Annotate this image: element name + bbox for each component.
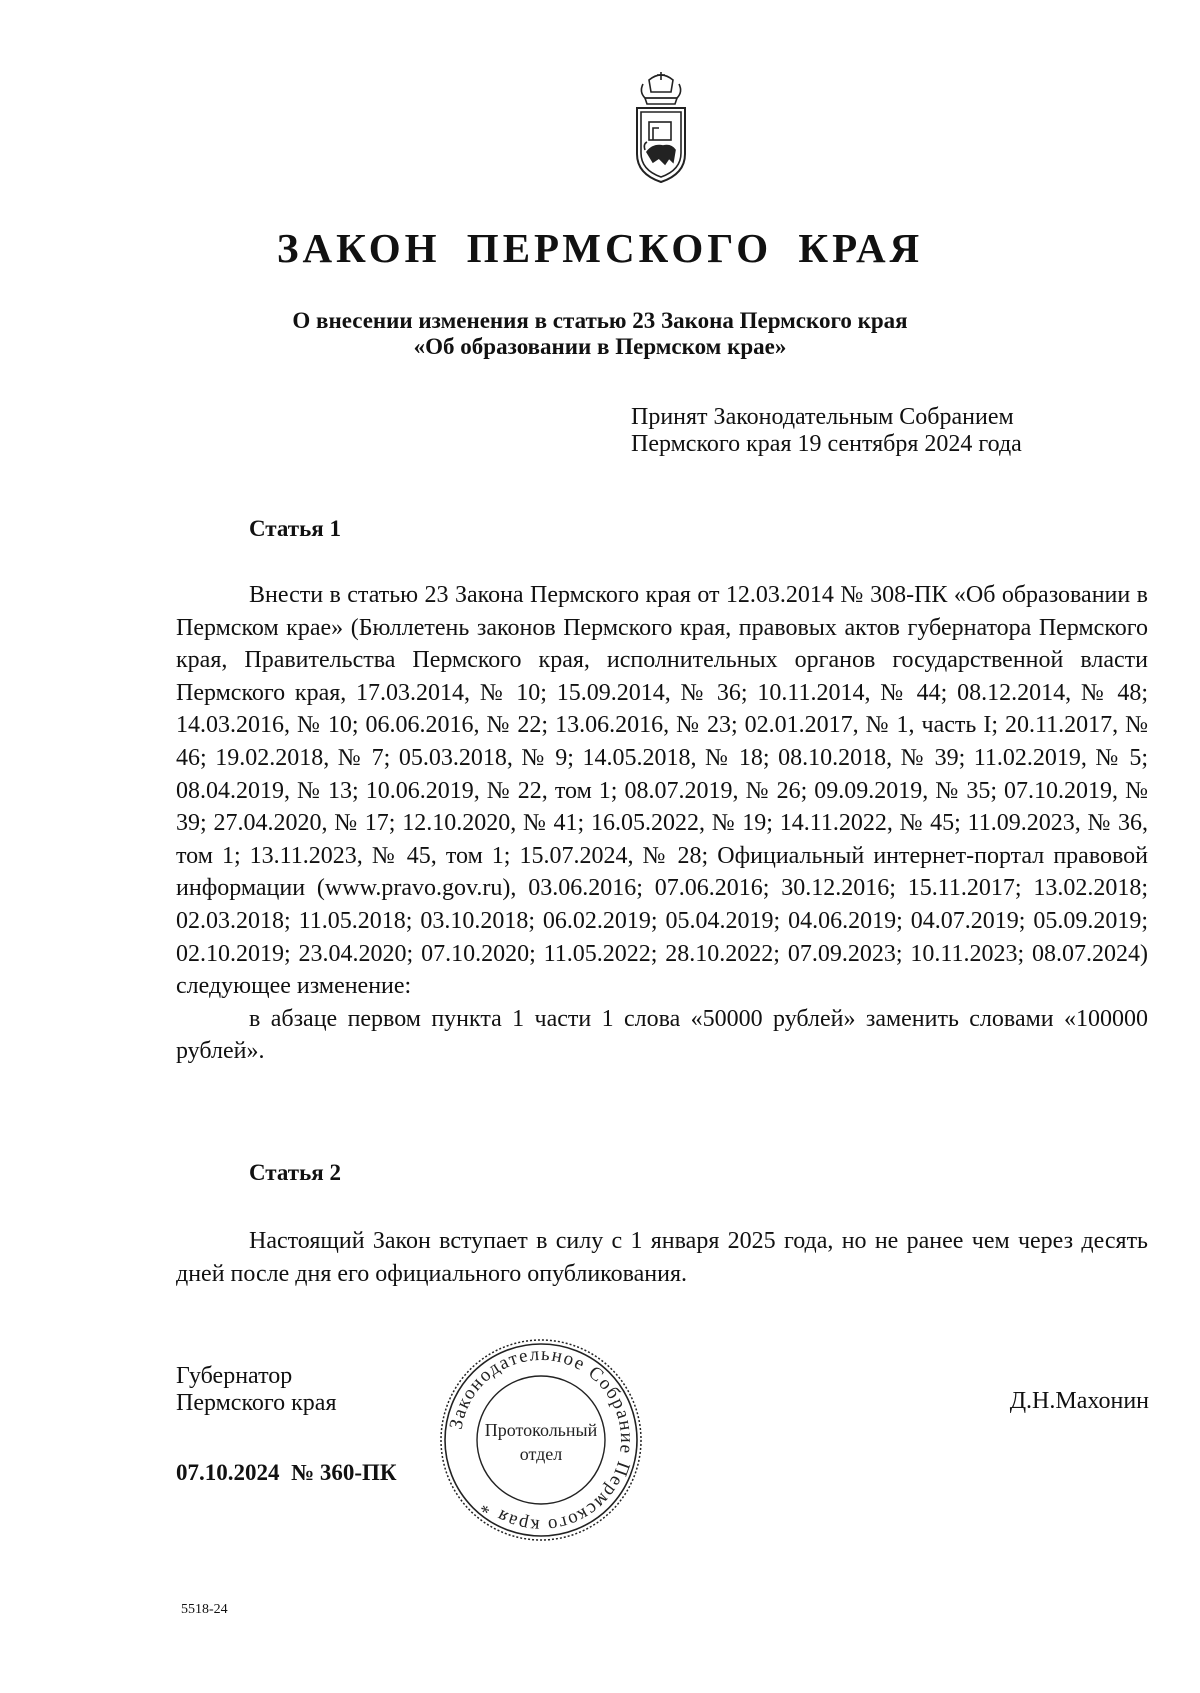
article-2-text xyxy=(176,1225,1148,1290)
seal-center-line-1: Протокольный xyxy=(484,1420,598,1440)
coat-of-arms-icon xyxy=(629,70,693,186)
adoption-line-1: Принят Законодательным Собранием xyxy=(631,404,1014,430)
law-number: № 360-ПК xyxy=(291,1460,397,1485)
law-date: 07.10.2024 xyxy=(176,1460,280,1485)
law-date-number xyxy=(176,1460,397,1486)
subtitle-line-1: О внесении изменения в статью 23 Закона Пермского края xyxy=(292,308,908,333)
article-2-heading: Статья 2 xyxy=(249,1160,341,1185)
article-2-paragraph-1: Настоящий Закон вступает в силу с 1 января 2025 года, но не ранее чем через десять дней после дня его официального опубликования. xyxy=(176,1228,1148,1287)
article-1-text xyxy=(176,579,1148,1068)
law-title: ЗАКОН ПЕРМСКОГО КРАЯ xyxy=(276,225,924,271)
article-1-heading: Статья 1 xyxy=(249,516,341,541)
seal-center-line-2: отдел xyxy=(519,1444,563,1464)
subtitle-line-2: «Об образовании в Пермском крае» xyxy=(413,334,787,359)
law-subtitle xyxy=(0,308,1200,360)
governor-title xyxy=(176,1363,337,1417)
adoption-note xyxy=(631,404,1022,458)
governor-name: Д.Н.Махонин xyxy=(1009,1388,1149,1414)
article-1-paragraph-2: в абзаце первом пункта 1 части 1 слова «50000 рублей» заменить словами «100000 рублей». xyxy=(176,1005,1148,1065)
governor-title-line-2: Пермского края xyxy=(176,1390,337,1416)
adoption-line-2: Пермского края 19 сентября 2024 года xyxy=(631,431,1022,457)
official-seal-icon xyxy=(437,1336,645,1544)
seal-ring-text: Законодательное Собрание Пермского края * xyxy=(445,1343,638,1537)
article-1-paragraph-1: Внести в статью 23 Закона Пермского края от 12.03.2014 № 308-ПК «Об образовании в Пермском крае» (Бюллетень законов Пермского края, правовых актов губернатора Пермского края, Правительства Пермского края, исполнительных органов государственной власти Пермского края, 17.03.2014, № 10; 15.09.2014, № 36; 10.11.2014, № 44; 08.12.2014, № 48; 14.03.2016, № 10; 06.06.2016, № 22; 13.06.2016, № 23; 02.01.2017, № 1, часть I; 20.11.2017, № 46; 19.02.2018, № 7; 05.03.2018, № 9; 14.05.2018, № 18; 08.10.2018, № 39; 11.02.2019, № 5; 08.04.2019, № 13; 10.06.2019, № 22, том 1; 08.07.2019, № 26; 09.09.2019, № 35; 07.10.2019, № 39; 27.04.2020, № 17; 12.10.2020, № 41; 16.05.2022, № 19; 14.11.2022, № 45; 11.09.2023, № 36, том 1; 13.11.2023, № 45, том 1; 15.07.2024, № 28; Официальный интернет-портал правовой информации (www.pravo.gov.ru), 03.06.2016; 07.06.2016; 30.12.2016; 15.11.2017; 13.02.2018; 02.03.2018; 11.05.2018; 03.10.2018; 06.02.2019; 05.04.2019; 04.06.2019; 04.07.2019; 05.09.2019; 02.10.2019; 23.04.2020; 07.10.2020; 11.05.2022; 28.10.2022; 07.09.2023; 10.11.2023; 08.07.2024) следующее изменение: xyxy=(176,582,1148,1000)
document-code: 5518-24 xyxy=(181,1602,228,1617)
governor-title-line-1: Губернатор xyxy=(176,1363,293,1389)
